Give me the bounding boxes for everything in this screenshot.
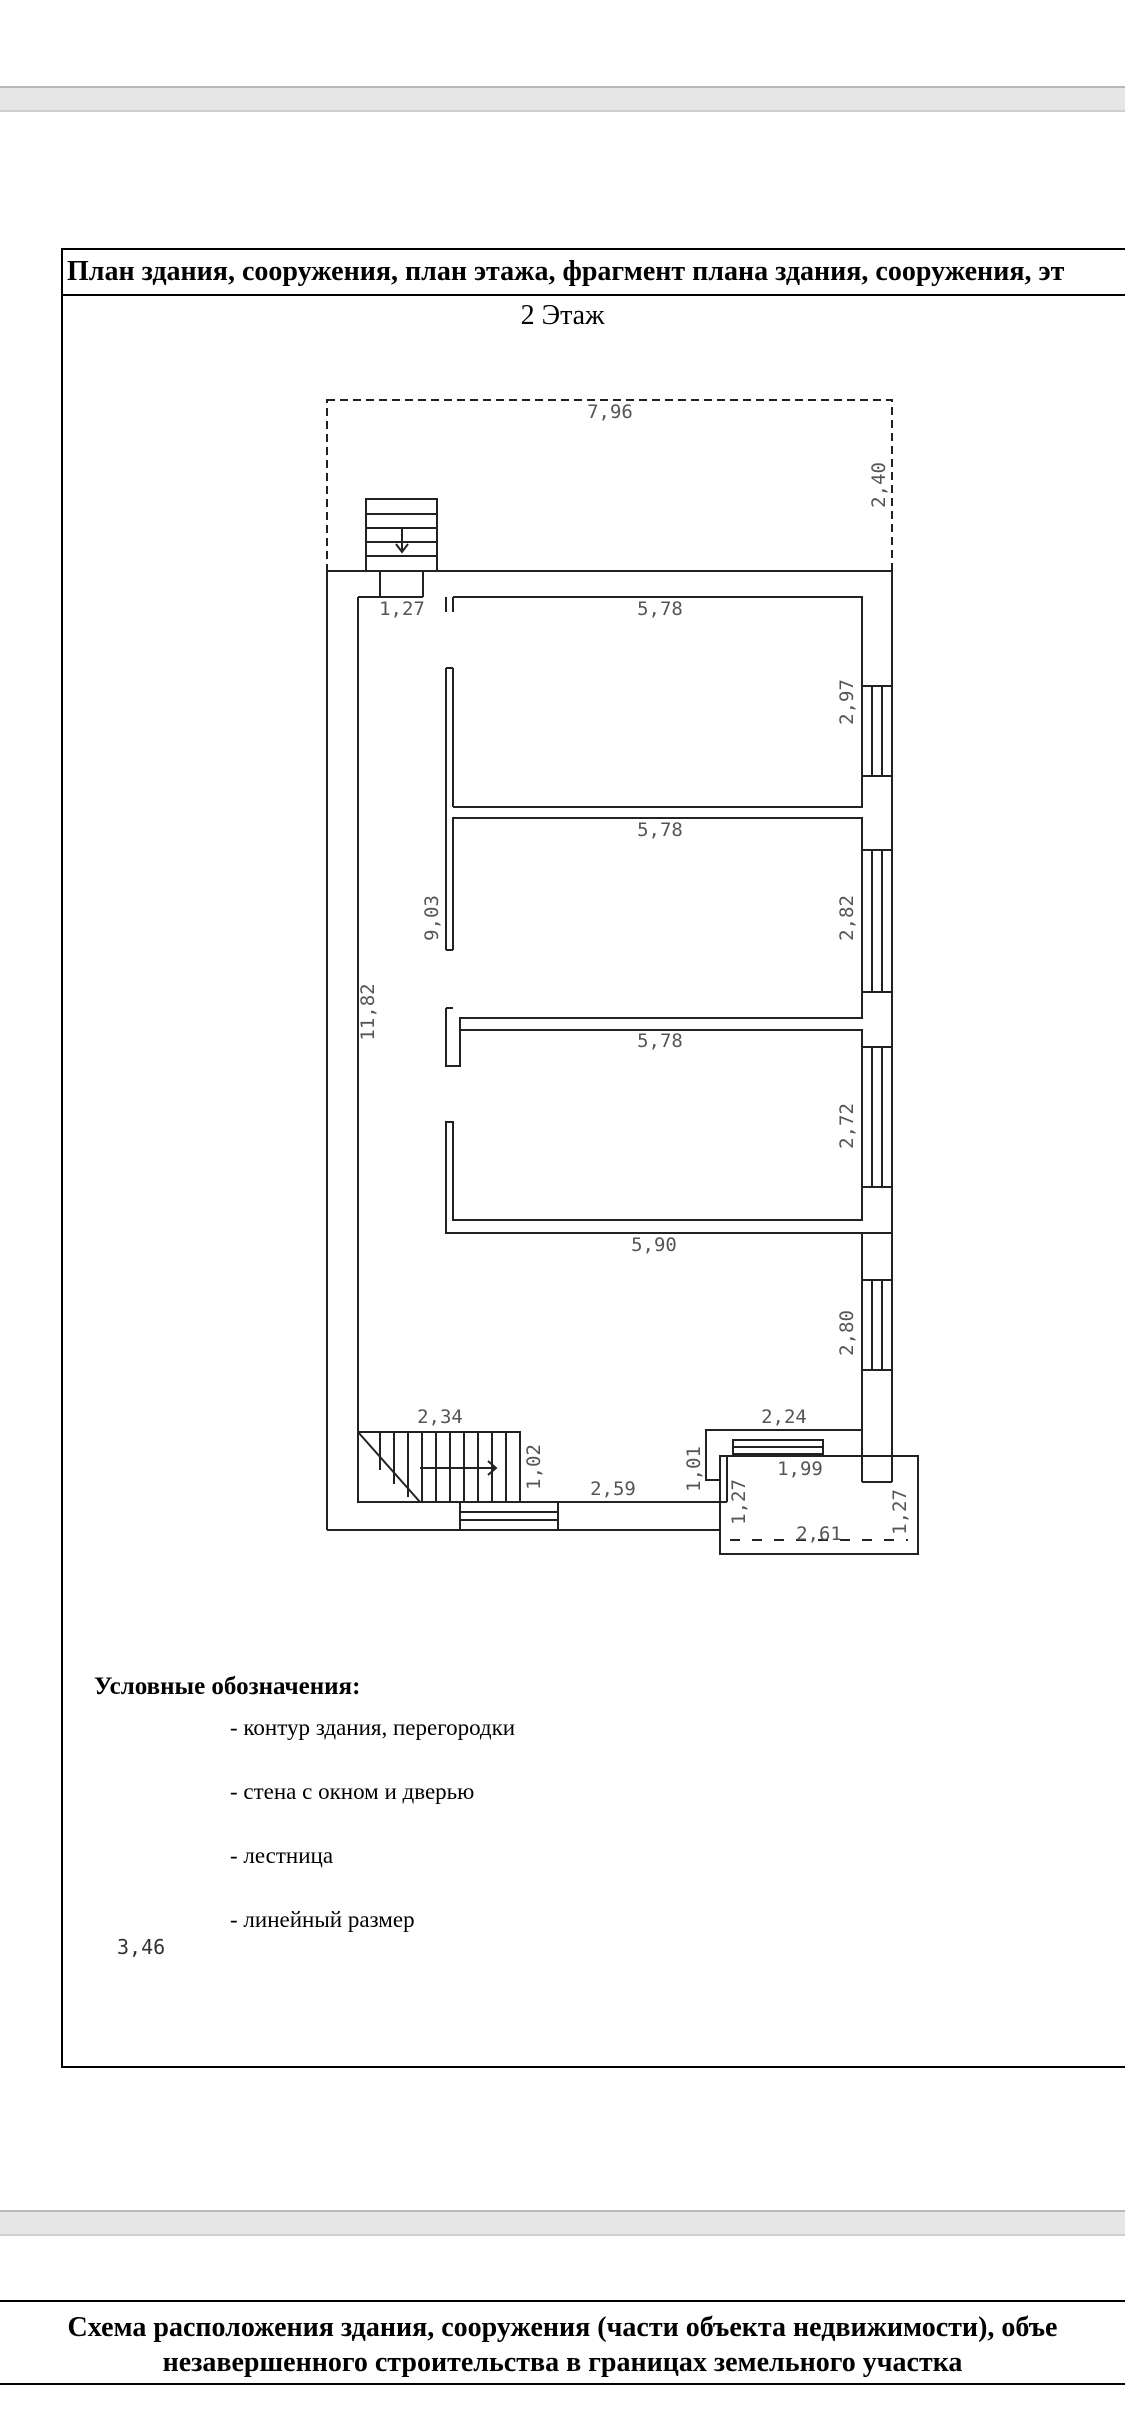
dim-porch-right: 1,27 [889, 1489, 911, 1535]
dim-stair-depth: 1,02 [523, 1444, 545, 1490]
page-separator-bottom [0, 2210, 1125, 2236]
dim-corridor-length: 9,03 [421, 895, 443, 941]
outer-wall [327, 571, 892, 1456]
plan-title: План здания, сооружения, план этажа, фрагмент плана здания, сооружения, эт [63, 250, 1125, 296]
dim-balcony-width: 7,96 [587, 401, 633, 423]
dim-room3-length: 5,78 [637, 1030, 683, 1052]
dimension-labels [357, 401, 911, 1545]
dim-room4-length: 5,90 [631, 1234, 677, 1256]
legend-sample-dimension: 3,46 [117, 1935, 166, 1959]
dim-room3-width: 2,72 [836, 1103, 858, 1149]
dim-stair-width: 2,34 [417, 1406, 463, 1428]
scheme-header [0, 2300, 1125, 2385]
legend-item-linear-dimension: - линейный размер [230, 1907, 415, 1932]
scheme-title-line2: незавершенного строительства в границах земельного участка [162, 2347, 963, 2378]
dim-room1-length: 5,78 [637, 598, 683, 620]
balcony-stair [366, 499, 437, 571]
scheme-title-line1: Схема расположения здания, сооружения (части объекта недвижимости), объе [67, 2312, 1058, 2343]
dim-room1-width: 2,97 [836, 679, 858, 725]
legend-item-contour: - контур здания, перегородки [230, 1715, 516, 1740]
dim-vestibule-inner: 1,99 [777, 1458, 823, 1480]
floor-label: 2 Этаж [520, 300, 605, 331]
dim-porch-left: 1,27 [728, 1479, 750, 1525]
dim-vestibule-depth: 1,01 [683, 1446, 705, 1492]
room-2-wall [446, 818, 862, 1066]
balcony-outline [327, 400, 892, 571]
dim-vestibule-width: 2,24 [761, 1406, 807, 1428]
windows-right [862, 686, 892, 1370]
dim-balcony-depth: 2,40 [868, 462, 890, 508]
dim-room4-width: 2,80 [836, 1310, 858, 1356]
door-bottom [460, 1502, 558, 1530]
dim-porch-width: 2,61 [796, 1523, 842, 1545]
legend-item-stair: - лестница [230, 1843, 334, 1868]
room-1-wall [453, 597, 862, 807]
dim-total-length: 11,82 [357, 983, 379, 1041]
room-3-wall [446, 1030, 862, 1233]
legend-title: Условные обозначения: [94, 1673, 361, 1700]
dim-room2-width: 2,82 [836, 895, 858, 941]
stair-bottom [358, 1432, 520, 1502]
dim-room2-length: 5,78 [637, 819, 683, 841]
dim-bottom-wall: 2,59 [590, 1478, 636, 1500]
dim-entry: 1,27 [379, 598, 425, 620]
legend-item-wall-window-door: - стена с окном и дверью [230, 1779, 475, 1804]
